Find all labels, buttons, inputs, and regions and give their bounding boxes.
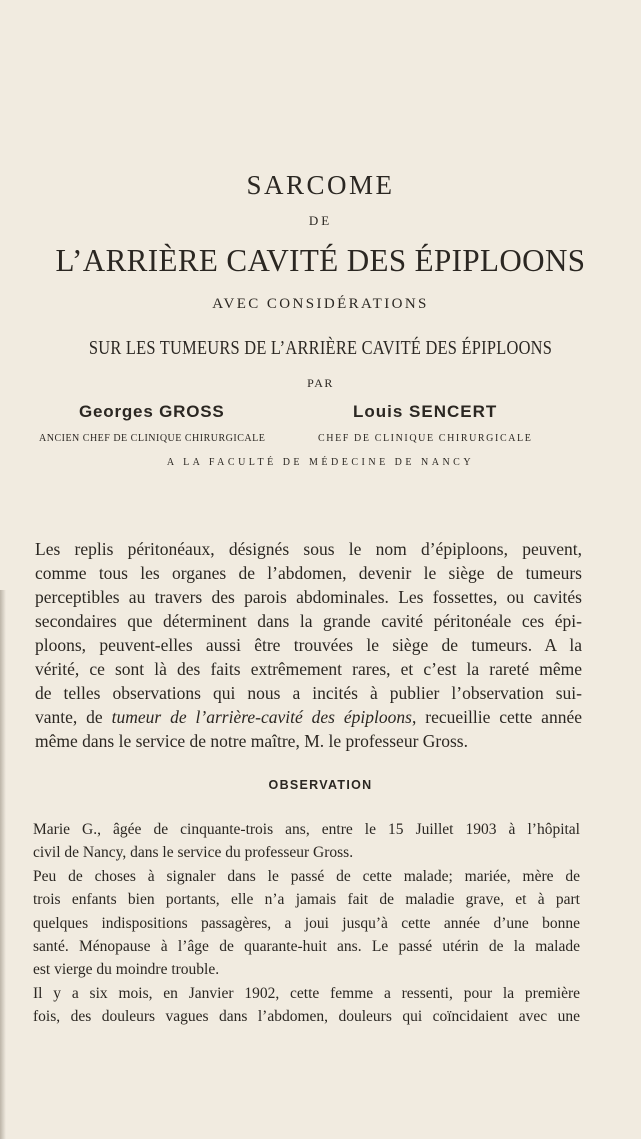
observation-paragraph bbox=[33, 818, 580, 1029]
intro-line: Les replis péritonéaux, désignés sous le nom d’épiploons, peuvent, bbox=[35, 539, 582, 559]
intro-paragraph bbox=[35, 537, 582, 753]
byline-par: PAR bbox=[307, 376, 334, 390]
intro-line8-after: , recueillie cette année bbox=[411, 707, 582, 727]
subtitle-sur: SUR LES TUMEURS DE L’ARRIÈRE CAVITÉ DES ÉPIPLOONS bbox=[88, 337, 553, 359]
intro-line: ploons, peuvent-elles aussi être trouvées le siège de tumeurs. A la bbox=[35, 635, 582, 655]
observation-line: Il y a six mois, en Janvier 1902, cette femme a ressenti, pour la première bbox=[33, 984, 580, 1002]
page-edge-shadow bbox=[0, 590, 6, 1139]
observation-line: est vierge du moindre trouble. bbox=[33, 961, 220, 979]
observation-line: Peu de choses à signaler dans le passé de cette malade; mariée, mère de bbox=[33, 867, 580, 885]
observation-line: quelques indispositions passagères, a joui jusqu’à cette année d’une bonne bbox=[33, 914, 580, 932]
faculty-line: A LA FACULTÉ DE MÉDECINE DE NANCY bbox=[166, 457, 475, 468]
author-role-sencert: CHEF DE CLINIQUE CHIRURGICALE bbox=[318, 433, 533, 444]
observation-line: Marie G., âgée de cinquante-trois ans, entre le 15 Juillet 1903 à l’hôpital bbox=[33, 821, 580, 838]
title-main: L’ARRIÈRE CAVITÉ DES ÉPIPLOONS bbox=[55, 242, 586, 278]
author-name-gross: Georges GROSS bbox=[79, 402, 225, 421]
observation-line: trois enfants bien portants, elle n’a jamais fait de maladie grave, et à part bbox=[33, 891, 580, 909]
observation-heading: OBSERVATION bbox=[268, 778, 373, 792]
intro-line-italic bbox=[35, 705, 582, 729]
author-name-sencert: Louis SENCERT bbox=[353, 402, 498, 421]
intro-line: de telles observations qui nous a incités à publier l’observation sui- bbox=[35, 683, 582, 703]
title-sarcome: SARCOME bbox=[246, 170, 395, 200]
observation-line: santé. Ménopause à l’âge de quarante-huit ans. Le passé utérin de la malade bbox=[33, 937, 580, 955]
intro-line: secondaires que déterminent dans la grande cavité péritonéale ces épi- bbox=[35, 611, 582, 631]
intro-line: comme tous les organes de l’abdomen, devenir le siège de tumeurs bbox=[35, 563, 582, 583]
intro-line: même dans le service de notre maître, M. le professeur Gross. bbox=[35, 731, 468, 751]
intro-line: perceptibles au travers des parois abdominales. Les fossettes, ou cavités bbox=[35, 587, 582, 607]
intro-line8-italic: tumeur de l’arrière-cavité des épiploons bbox=[111, 707, 412, 727]
intro-line8-before: vante, de bbox=[35, 707, 112, 727]
intro-line: vérité, ce sont là des faits extrêmement rares, et c’est la rareté même bbox=[35, 659, 582, 679]
subtitle-avec: AVEC CONSIDÉRATIONS bbox=[212, 296, 429, 312]
author-role-gross: ANCIEN CHEF DE CLINIQUE CHIRURGICALE bbox=[39, 433, 266, 444]
title-de: DE bbox=[308, 213, 333, 228]
observation-line: fois, des douleurs vagues dans l’abdomen, douleurs qui coïncidaient avec une bbox=[33, 1008, 580, 1026]
observation-line: civil de Nancy, dans le service du professeur Gross. bbox=[33, 844, 354, 862]
